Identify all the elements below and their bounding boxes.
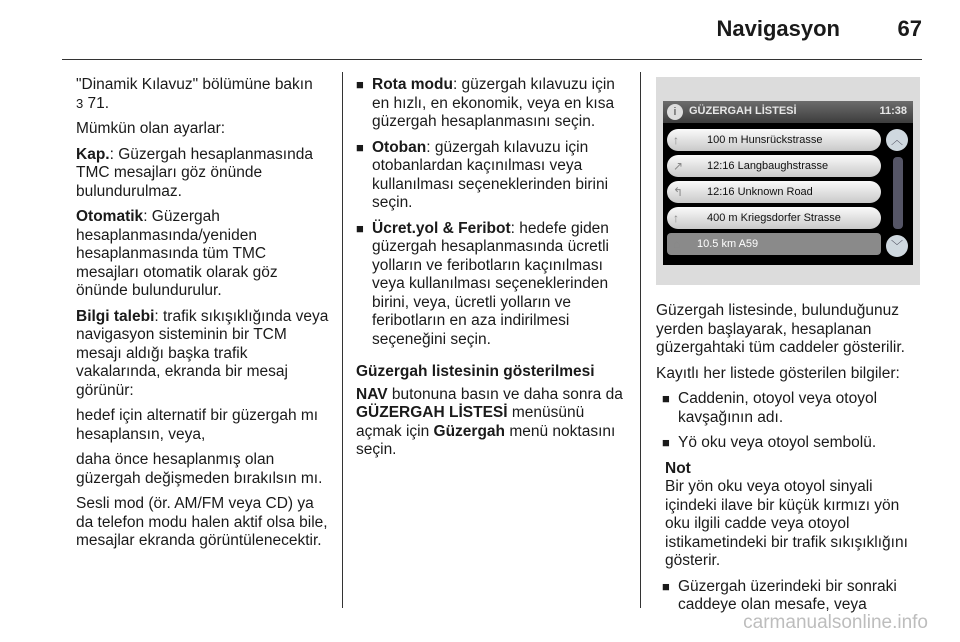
bullet-icon: ■	[662, 391, 670, 406]
section-heading: Güzergah listesinin gösterilmesi	[356, 363, 595, 380]
direction-arrow-icon: ↑	[673, 133, 679, 147]
route-list	[667, 129, 881, 259]
list-item: ↰ 12:16 Unknown Road	[667, 181, 881, 203]
list-item: ■ Ücret.yol & Feribot: hedefe giden güzergah hesaplanmasında ücretli yolların ve feribotların kaçınılması veya kullanılması seçeneklerinden birini, veya, ücretli yolların ve feribotların en aza indirilmesi seçeneğini seçin.	[356, 219, 609, 348]
route-list-screenshot	[656, 77, 920, 285]
page-number: 67	[897, 16, 922, 41]
column-3	[656, 302, 926, 622]
paragraph: Bilgi talebi: trafik sıkışıklığında veya navigasyon sisteminin bir TCM mesajı aldığı başka trafik vakalarında, ekranda bir mesaj görünür:	[76, 307, 329, 399]
bullet-icon: ■	[662, 435, 670, 450]
paragraph: Kayıtlı her listede gösterilen bilgiler:	[656, 364, 900, 382]
watermark: carmanualsonline.info	[743, 612, 928, 633]
nav-title-bar	[663, 101, 913, 123]
list-item: ↗ 12:16 Langbaughstrasse	[667, 155, 881, 177]
list-item: ■ Caddenin, otoyol veya otoyol kavşağının adı.	[662, 390, 878, 426]
paragraph: Otomatik: Güzergah hesaplanmasında/yeniden hesaplanmasında tüm TMC mesajları otomatik olarak göz önünde bulundurulur.	[76, 208, 278, 299]
note-text: Bir yön oku veya otoyol sinyali içindeki ilave bir küçük kırmızı yön oku ilgili cadde veya otoyol istikametindeki bir trafik sıkışıklığını gösterir.	[665, 478, 908, 569]
nav-screen-title: GÜZERGAH LİSTESİ	[689, 105, 797, 117]
nav-display	[663, 101, 913, 265]
direction-arrow-icon: ↑	[673, 211, 679, 225]
paragraph: hedef için alternatif bir güzergah mı hesaplansın, veya,	[76, 407, 319, 443]
bullet-icon: ■	[356, 139, 364, 155]
list-item: ■ Yö oku veya otoyol sembolü.	[662, 434, 877, 451]
scroll-track	[893, 157, 903, 229]
paragraph: NAV butonuna basın ve daha sonra da GÜZERGAH LİSTESİ menüsünü açmak için Güzergah menü noktasını seçin.	[356, 385, 623, 458]
nav-clock: 11:38	[879, 105, 907, 117]
direction-arrow-icon: ↰	[673, 185, 684, 199]
chevron-down-icon: ﹀	[886, 235, 908, 257]
column-divider-1	[342, 72, 343, 608]
paragraph: Kap.: Güzergah hesaplanmasında TMC mesajları göz önünde bulundurulmaz.	[76, 145, 313, 200]
chevron-up-icon: ︿	[886, 129, 908, 151]
scrollbar	[886, 129, 910, 261]
bullet-icon: ■	[662, 578, 670, 594]
motorway-icon: ⌂	[673, 237, 681, 251]
paragraph: Mümkün olan ayarlar:	[76, 120, 226, 137]
list-item: ■ Otoban: güzergah kılavuzu için otobanlardan kaçınılması veya kullanılması seçeneklerinden birini seçin.	[356, 138, 609, 211]
bullet-icon: ■	[356, 220, 364, 236]
paragraph: daha önce hesaplanmış olan güzergah değişmeden bırakılsın mı.	[76, 451, 323, 487]
column-2	[356, 76, 628, 467]
page-title: Navigasyon	[716, 16, 840, 41]
header-rule	[62, 59, 922, 60]
column-divider-2	[640, 72, 641, 608]
column-1	[76, 76, 332, 558]
page-ref-icon: 3	[76, 95, 84, 111]
direction-arrow-icon: ↗	[673, 159, 684, 173]
paragraph: Sesli mod (ör. AM/FM veya CD) ya da telefon modu halen aktif olsa bile, mesajlar ekranda görüntülenecektir.	[76, 495, 328, 549]
paragraph: Güzergah listesinde, bulunduğunuz yerden başlayarak, hesaplanan güzergahtaki tüm caddeler gösterilir.	[656, 302, 905, 356]
bullet-icon: ■	[356, 77, 364, 92]
list-item: ■ Rota modu: güzergah kılavuzu için en hızlı, en ekonomik, veya en kısa güzergah hesaplanmasını seçin.	[356, 76, 615, 130]
list-item: ↑ 400 m Kriegsdorfer Strasse	[667, 207, 881, 229]
note-title: Not	[665, 459, 691, 477]
paragraph: "Dinamik Kılavuz" bölümüne bakın 3 71.	[76, 76, 313, 112]
list-item: ⌂ 10.5 km A59	[667, 233, 881, 255]
list-item: ↑ 100 m Hunsrückstrasse	[667, 129, 881, 151]
list-item: ■ Güzergah üzerindeki bir sonraki caddeye olan mesafe, veya	[662, 577, 897, 613]
info-icon: i	[667, 104, 683, 120]
note-box	[656, 460, 926, 571]
